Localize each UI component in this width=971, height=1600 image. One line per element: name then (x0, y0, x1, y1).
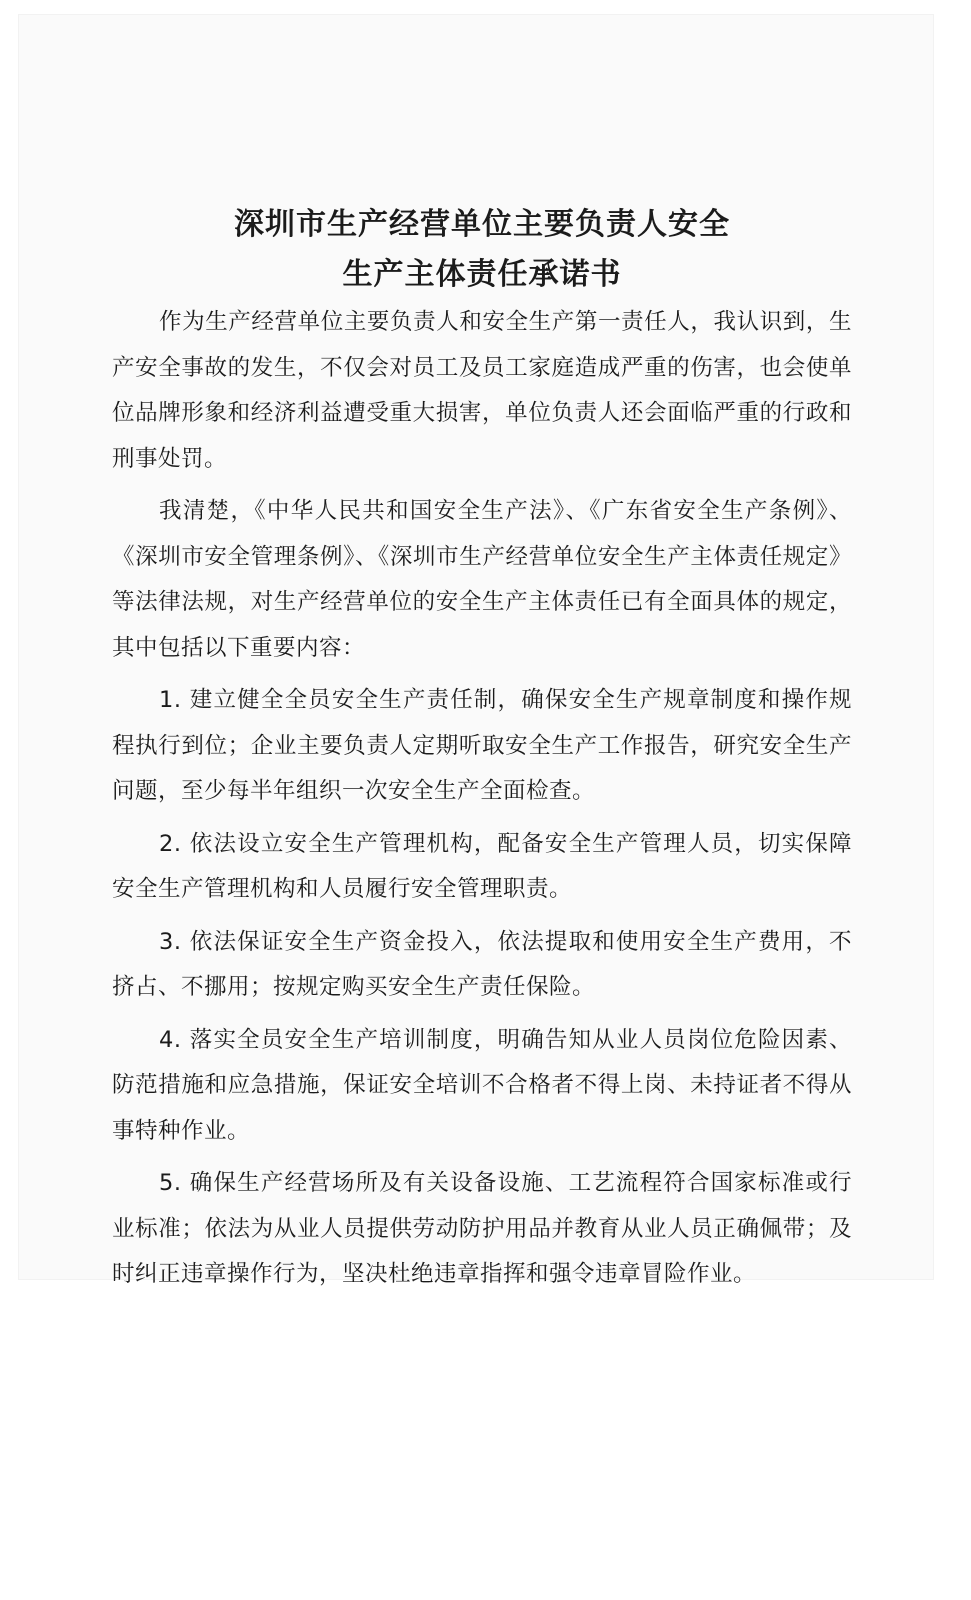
paragraph-item-5: 5. 确保生产经营场所及有关设备设施、工艺流程符合国家标准或行业标准；依法为从业人员提供劳动防护用品并教育从业人员正确佩带；及时纠正违章操作行为，坚决杜绝违章指挥和强令违章冒险作业。 (112, 1170, 852, 1287)
document-body (112, 200, 852, 1298)
title-line-1: 深圳市生产经营单位主要负责人安全 (234, 207, 730, 242)
paragraph-item-1: 1. 建立健全全员安全生产责任制，确保安全生产规章制度和操作规程执行到位；企业主要负责人定期听取安全生产工作报告，研究安全生产问题，至少每半年组织一次安全生产全面检查。 (112, 687, 852, 804)
title-line-2: 生产主体责任承诺书 (342, 257, 622, 292)
paragraph-item-4: 4. 落实全员安全生产培训制度，明确告知从业人员岗位危险因素、防范措施和应急措施，保证安全培训不合格者不得上岗、未持证者不得从事特种作业。 (112, 1026, 852, 1144)
paragraph-laws: 我清楚，《中华人民共和国安全生产法》、《广东省安全生产条例》、《深圳市安全管理条例》、《深圳市生产经营单位安全生产主体责任规定》等法律法规，对生产经营单位的安全生产主体责任已有全面具体的规定，其中包括以下重要内容： (112, 498, 852, 661)
paragraph-intro: 作为生产经营单位主要负责人和安全生产第一责任人，我认识到，生产安全事故的发生，不仅会对员工及员工家庭造成严重的伤害，也会使单位品牌形象和经济利益遭受重大损害，单位负责人还会面临严重的行政和刑事处罚。 (112, 309, 852, 472)
paragraph-item-3: 3. 依法保证安全生产资金投入，依法提取和使用安全生产费用，不挤占、不挪用；按规定购买安全生产责任保险。 (112, 928, 852, 1000)
document-title (112, 200, 852, 300)
paragraph-item-2: 2. 依法设立安全生产管理机构，配备安全生产管理人员，切实保障安全生产管理机构和人员履行安全管理职责。 (112, 830, 852, 902)
